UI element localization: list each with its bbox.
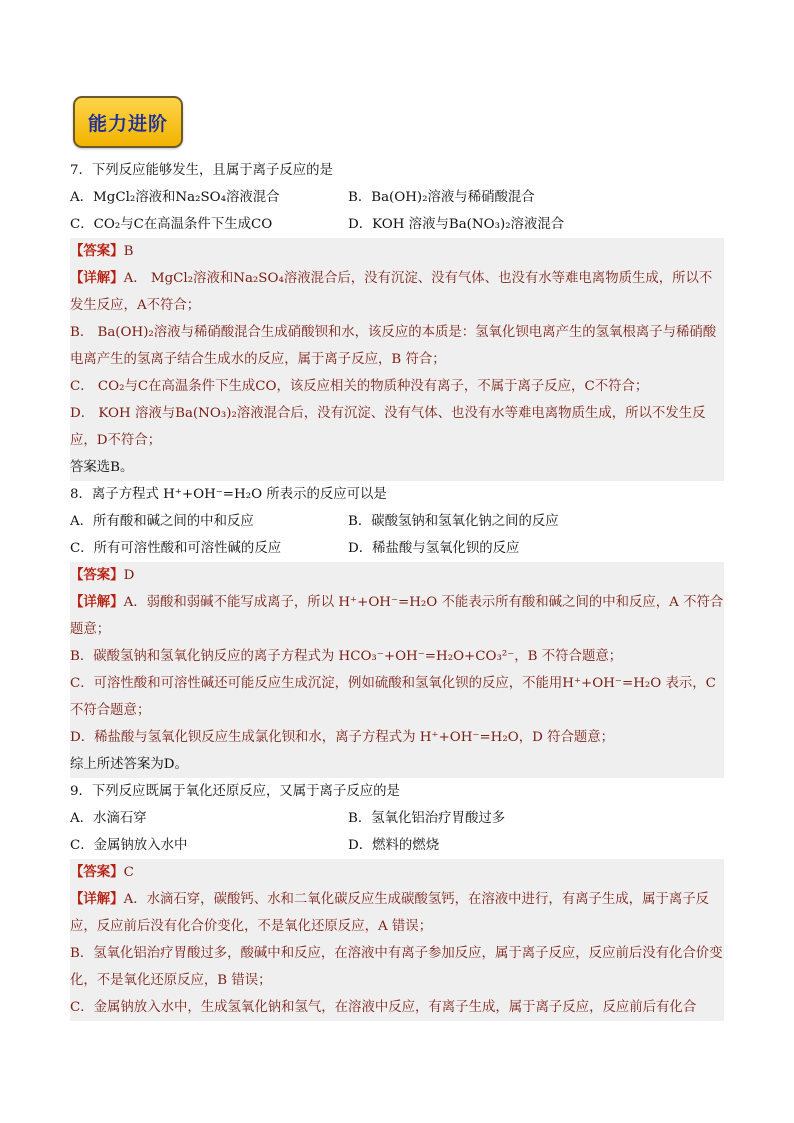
- q7-detail-b: B． Ba(OH)₂溶液与稀硝酸混合生成硝酸钡和水，该反应的本质是：氢氧化钡电离产生的氢氧根离子与稀硝酸电离产生的氢离子结合生成水的反应，属于离子反应，B 符合；: [70, 325, 717, 367]
- detail-text: A．弱酸和弱碱不能写成离子，所以 H⁺+OH⁻=H₂O 不能表示所有酸和碱之间的中和反应，A 不符合题意；: [70, 595, 724, 637]
- q8-option-a: A．所有酸和碱之间的中和反应: [70, 514, 254, 529]
- q7-stem: 7．下列反应能够发生，且属于离子反应的是: [70, 163, 333, 178]
- q7-detail-c: C． CO₂与C在高温条件下生成CO，该反应相关的物质种没有离子，不属于离子反应，C不符合；: [70, 379, 649, 394]
- answer-tag: 【答案】: [70, 864, 124, 880]
- q8-option-b: B．碳酸氢钠和氢氧化钠之间的反应: [348, 514, 559, 529]
- q9-answer-block: [70, 859, 724, 1021]
- q7-options-row1: [70, 184, 724, 211]
- q9-options-row1: [70, 805, 724, 832]
- q8-options-row1: [70, 508, 724, 535]
- q7-options-row2: [70, 211, 724, 238]
- q7-answer-block: [70, 238, 724, 481]
- detail-text: A．水滴石穿，碳酸钙、水和二氧化碳反应生成碳酸氢钙，在溶液中进行，有离子生成，属于离子反应，反应前后没有化合价变化，不是氧化还原反应，A 错误；: [70, 892, 710, 934]
- q8-detail-a: [70, 589, 724, 643]
- detail-tag: 【详解】: [70, 270, 124, 286]
- q7-option-a: A．MgCl₂溶液和Na₂SO₄溶液混合: [70, 190, 280, 205]
- q8-final-answer: 综上所述答案为D。: [70, 751, 724, 778]
- section-badge-title: 能力进阶: [87, 112, 168, 135]
- q9-option-c: C．金属钠放入水中: [70, 838, 188, 853]
- question-content: [70, 157, 724, 1021]
- section-badge: [73, 96, 183, 148]
- detail-text: A． MgCl₂溶液和Na₂SO₄溶液混合后，没有沉淀、没有气体、也没有水等难电离物质生成，所以不发生反应，A不符合；: [70, 271, 713, 313]
- q8-answer: [70, 562, 724, 589]
- detail-tag: 【详解】: [70, 891, 124, 907]
- q7-option-c: C．CO₂与C在高温条件下生成CO: [70, 217, 273, 232]
- answer-tag: 【答案】: [70, 567, 124, 583]
- q9-answer: [70, 859, 724, 886]
- answer-tag: 【答案】: [70, 243, 124, 259]
- q8-option-c: C．所有可溶性酸和可溶性碱的反应: [70, 541, 282, 556]
- q7-option-d: D．KOH 溶液与Ba(NO₃)₂溶液混合: [348, 217, 565, 232]
- q7-detail-d: D． KOH 溶液与Ba(NO₃)₂溶液混合后，没有沉淀、没有气体、也没有水等难电离物质生成，所以不发生反应，D不符合；: [70, 406, 706, 448]
- q9-detail-b: B．氢氧化铝治疗胃酸过多，酸碱中和反应，在溶液中有离子参加反应，属于离子反应，反应前后没有化合价变化，不是氧化还原反应，B 错误；: [70, 946, 723, 988]
- detail-tag: 【详解】: [70, 594, 124, 610]
- answer-value: C: [123, 865, 134, 880]
- q8-option-d: D．稀盐酸与氢氧化钡的反应: [348, 541, 520, 556]
- q8-detail-d: D．稀盐酸与氢氧化钡反应生成氯化钡和水，离子方程式为 H⁺+OH⁻=H₂O，D 符合题意；: [70, 730, 615, 745]
- q9-detail-c: C．金属钠放入水中，生成氢氧化钠和氢气，在溶液中反应，有离子生成，属于离子反应，反应前后有化合: [70, 1000, 697, 1015]
- q7-option-b: B．Ba(OH)₂溶液与稀硝酸混合: [348, 190, 535, 205]
- q8-detail-b: B．碳酸氢钠和氢氧化钠反应的离子方程式为 HCO₃⁻+OH⁻=H₂O+CO₃²⁻，B 不符合题意；: [70, 649, 623, 664]
- q9-options-row2: [70, 832, 724, 859]
- answer-value: D: [123, 568, 135, 583]
- q9-stem: 9．下列反应既属于氧化还原反应，又属于离子反应的是: [70, 784, 400, 799]
- q7-detail-a: [70, 265, 724, 319]
- q8-stem: 8．离子方程式 H⁺+OH⁻=H₂O 所表示的反应可以是: [70, 487, 387, 502]
- q7-answer: [70, 238, 724, 265]
- q7-final-answer: 答案选B。: [70, 454, 724, 481]
- q9-option-a: A．水滴石穿: [70, 811, 147, 826]
- q9-option-d: D．燃料的燃烧: [348, 838, 440, 853]
- q9-option-b: B．氢氧化铝治疗胃酸过多: [348, 811, 506, 826]
- q9-detail-a: [70, 886, 724, 940]
- answer-value: B: [123, 244, 134, 259]
- q8-options-row2: [70, 535, 724, 562]
- q8-answer-block: [70, 562, 724, 778]
- q8-detail-c: C．可溶性酸和可溶性碱还可能反应生成沉淀，例如硫酸和氢氧化钡的反应，不能用H⁺+OH⁻=H₂O 表示，C 不符合题意；: [70, 676, 716, 718]
